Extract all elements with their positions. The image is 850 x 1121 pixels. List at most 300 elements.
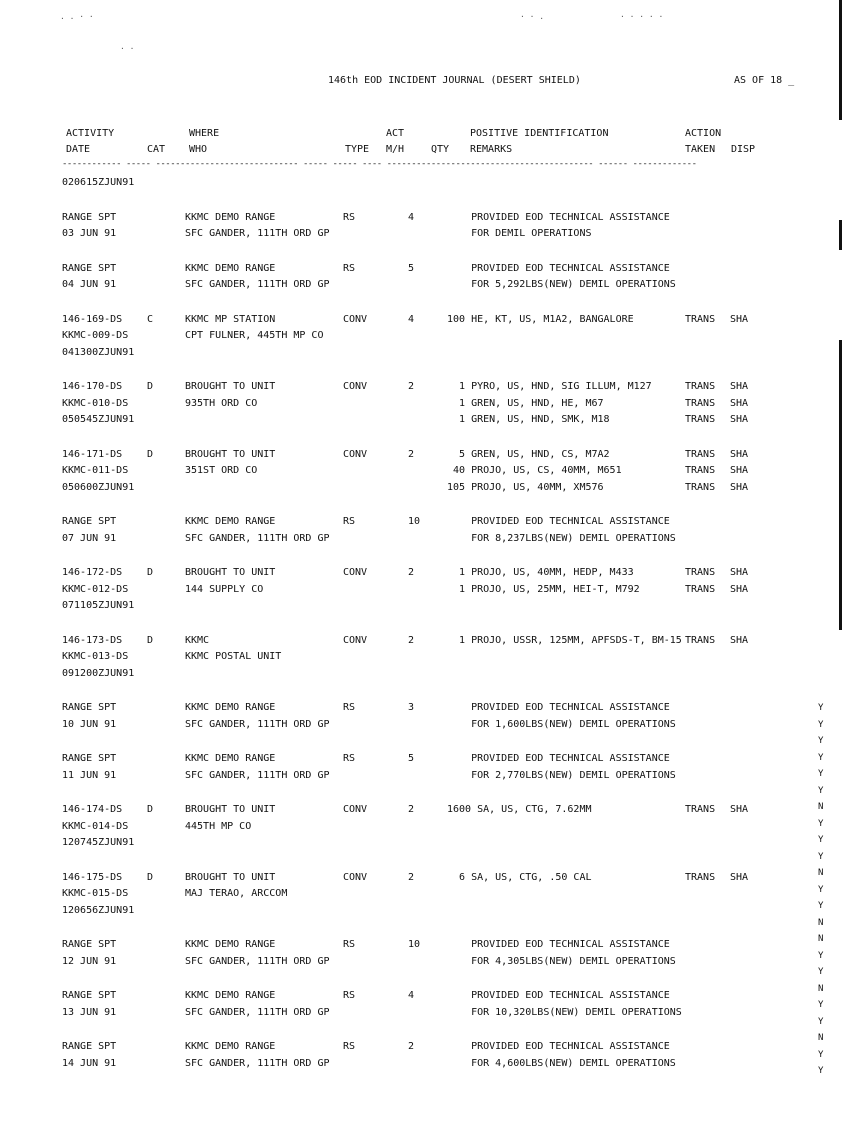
entry-date-line: 03 JUN 91	[62, 228, 117, 239]
edge-mark: Y	[818, 703, 824, 713]
edge-mark: Y	[818, 901, 824, 911]
entry-remarks-line: FOR 2,770LBS(NEW) DEMIL OPERATIONS	[447, 769, 676, 781]
edge-mark: Y	[818, 719, 824, 730]
entry-where-who-line: CPT FULNER, 445TH MP CO	[185, 330, 324, 341]
scan-edge-bar	[839, 220, 842, 250]
journal-entries	[0, 175, 850, 1090]
header-rule: ------------ ----- ----------------------------- ----- ----- ---- ------------------------------------------ ------ -------------	[62, 159, 697, 169]
entry-date-line: 07 JUN 91	[62, 532, 117, 544]
entry-date	[62, 988, 116, 1021]
entry-type-line: CONV	[343, 871, 368, 883]
entry-disp-line: SHA	[730, 634, 749, 646]
entry-date	[62, 447, 134, 497]
entry-action-taken-line: TRANS	[685, 634, 716, 646]
journal-entry	[0, 514, 850, 547]
edge-mark: Y	[818, 835, 824, 845]
entry-remarks	[447, 988, 682, 1021]
edge-mark: N	[818, 983, 824, 994]
entry-remarks-line: FOR 5,292LBS(NEW) DEMIL OPERATIONS	[447, 279, 676, 290]
entry-remarks	[447, 312, 634, 329]
entry-date	[62, 870, 134, 920]
entry-where-who	[185, 312, 323, 345]
entry-date-line: KKMC-009-DS	[62, 330, 129, 341]
entry-where-who	[185, 1039, 330, 1072]
entry-remarks	[447, 870, 592, 887]
entry-remarks	[447, 565, 640, 598]
entry-where-who-line: SFC GANDER, 111TH ORD GP	[185, 532, 330, 544]
entry-disp-line: SHA	[730, 871, 749, 883]
entry-type-line: CONV	[343, 634, 368, 646]
entry-where-who	[185, 379, 275, 412]
entry-disp-line: SHA	[730, 583, 749, 595]
entry-where-who-line: BROUGHT TO UNIT	[185, 381, 276, 392]
entry-date-line: RANGE SPT	[62, 211, 117, 223]
journal-entry	[0, 633, 850, 683]
entry-date	[62, 379, 134, 429]
entry-where-who-line: KKMC POSTAL UNIT	[185, 651, 282, 662]
entry-category-line: D	[147, 871, 154, 883]
entry-remarks-line: PROVIDED EOD TECHNICAL ASSISTANCE	[447, 1041, 670, 1052]
entry-category	[147, 633, 153, 650]
entry-date	[62, 802, 134, 852]
entry-date-line: 14 JUN 91	[62, 1057, 117, 1069]
journal-entry	[0, 379, 850, 429]
entry-type	[343, 751, 355, 768]
entry-category-line: D	[147, 448, 154, 460]
journal-entry	[0, 700, 850, 733]
entry-action-taken	[685, 633, 715, 650]
entry-remarks	[447, 514, 676, 547]
entry-date-line: 146-172-DS	[62, 567, 123, 578]
entry-date	[62, 1039, 116, 1072]
edge-mark: Y	[818, 752, 824, 763]
entry-remarks-line: 1 GREN, US, HND, HE, M67	[447, 397, 604, 409]
entry-date-line: 041300ZJUN91	[62, 346, 135, 358]
entry-remarks-line: 1 PYRO, US, HND, SIG ILLUM, M127	[447, 381, 652, 392]
entry-remarks	[447, 700, 676, 733]
entry-disp-line: SHA	[730, 414, 749, 425]
entry-date-line: 071105ZJUN91	[62, 600, 135, 611]
entry-date-line: KKMC-013-DS	[62, 651, 129, 662]
entry-date	[62, 751, 116, 784]
entry-remarks-line: FOR DEMIL OPERATIONS	[447, 228, 592, 239]
entry-date-line: 11 JUN 91	[62, 769, 117, 781]
column-header-type: TYPE	[345, 144, 370, 155]
column-header-act-mh: ACT M/H	[386, 128, 405, 155]
entry-date-line: 04 JUN 91	[62, 279, 117, 290]
entry-where-who-line: KKMC DEMO RANGE	[185, 1041, 276, 1052]
entry-category-line: D	[147, 567, 154, 578]
entry-action-taken-line: TRANS	[685, 583, 716, 595]
entry-action-taken-line: TRANS	[685, 448, 716, 460]
entry-action-taken-line: TRANS	[685, 804, 716, 815]
entry-type-line: RS	[343, 753, 356, 764]
entry-date-line: 146-171-DS	[62, 448, 123, 460]
entry-date-line: RANGE SPT	[62, 516, 117, 527]
entry-category	[147, 379, 153, 396]
entry-date-line: 091200ZJUN91	[62, 667, 135, 679]
entry-where-who-line: SFC GANDER, 111TH ORD GP	[185, 1057, 330, 1069]
journal-entry	[0, 1039, 850, 1072]
as-of-date: AS OF 18 _	[734, 75, 795, 86]
entry-remarks-line: 5 GREN, US, HND, CS, M7A2	[447, 448, 610, 460]
entry-disp-line: SHA	[730, 381, 749, 392]
entry-where-who	[185, 210, 330, 243]
entry-remarks	[447, 633, 682, 650]
entry-where-who	[185, 802, 275, 835]
journal-entry	[0, 261, 850, 294]
entry-date-line: RANGE SPT	[62, 990, 117, 1001]
edge-mark: N	[818, 868, 824, 878]
entry-act-mh-line: 2	[408, 448, 415, 460]
entry-where-who-line: 445TH MP CO	[185, 820, 252, 832]
entry-where-who-line: BROUGHT TO UNIT	[185, 448, 276, 460]
entry-date	[62, 261, 116, 294]
entry-disp	[730, 802, 748, 819]
entry-where-who-line: KKMC DEMO RANGE	[185, 939, 276, 950]
entry-type-line: CONV	[343, 448, 368, 460]
entry-act-mh	[408, 379, 414, 396]
entry-type	[343, 447, 367, 464]
entry-where-who-line: KKMC DEMO RANGE	[185, 990, 276, 1001]
entry-act-mh	[408, 633, 414, 650]
scan-edge-bar	[839, 340, 842, 630]
entry-remarks	[447, 210, 670, 243]
entry-action-taken	[685, 565, 715, 598]
entry-date-line: 120656ZJUN91	[62, 904, 135, 916]
entry-type	[343, 565, 367, 582]
entry-date	[62, 937, 116, 970]
entry-action-taken-line: TRANS	[685, 313, 716, 325]
entry-type-line: RS	[343, 211, 356, 223]
entry-date-line: 020615ZJUN91	[62, 177, 135, 188]
entry-disp	[730, 565, 748, 598]
edge-mark: Y	[818, 1049, 824, 1060]
entry-where-who	[185, 514, 330, 547]
journal-entry	[0, 565, 850, 615]
entry-act-mh-line: 10	[408, 516, 421, 527]
scan-speck: · · · · ·	[620, 12, 664, 21]
entry-category	[147, 565, 153, 582]
entry-remarks-line: PROVIDED EOD TECHNICAL ASSISTANCE	[447, 753, 670, 764]
journal-entry	[0, 210, 850, 243]
entry-remarks-line: PROVIDED EOD TECHNICAL ASSISTANCE	[447, 990, 670, 1001]
entry-act-mh-line: 4	[408, 313, 415, 325]
entry-where-who-line: SFC GANDER, 111TH ORD GP	[185, 769, 330, 781]
entry-type	[343, 514, 355, 531]
entry-act-mh-line: 10	[408, 939, 421, 950]
entry-remarks-line: 1 PROJO, US, 25MM, HEI-T, M792	[447, 583, 640, 595]
entry-act-mh	[408, 261, 414, 278]
entry-action-taken-line: TRANS	[685, 465, 716, 476]
entry-remarks-line: FOR 8,237LBS(NEW) DEMIL OPERATIONS	[447, 532, 676, 544]
entry-date-line: 146-175-DS	[62, 871, 123, 883]
entry-where-who	[185, 870, 287, 903]
entry-act-mh	[408, 751, 414, 768]
entry-type-line: RS	[343, 516, 356, 527]
entry-date	[62, 633, 134, 683]
entry-date-line: RANGE SPT	[62, 262, 117, 274]
entry-act-mh	[408, 700, 414, 717]
column-header-action-taken: ACTION TAKEN	[685, 128, 722, 155]
entry-act-mh-line: 2	[408, 634, 415, 646]
entry-remarks-line: 6 SA, US, CTG, .50 CAL	[447, 871, 592, 883]
entry-type	[343, 802, 367, 819]
entry-where-who	[185, 700, 330, 733]
entry-date-line: 146-174-DS	[62, 804, 123, 815]
entry-remarks-line: PROVIDED EOD TECHNICAL ASSISTANCE	[447, 211, 670, 223]
entry-date-line: KKMC-011-DS	[62, 465, 129, 476]
entry-where-who	[185, 447, 275, 480]
entry-category	[147, 312, 153, 329]
entry-act-mh	[408, 447, 414, 464]
entry-where-who	[185, 937, 330, 970]
edge-mark: Y	[818, 769, 824, 779]
entry-date	[62, 514, 116, 547]
entry-date-line: KKMC-014-DS	[62, 820, 129, 832]
journal-entry	[0, 937, 850, 970]
entry-category-line: D	[147, 634, 154, 646]
entry-disp	[730, 312, 748, 329]
entry-action-taken	[685, 447, 715, 497]
entry-type	[343, 379, 367, 396]
entry-remarks-line: 100 HE, KT, US, M1A2, BANGALORE	[447, 313, 634, 325]
entry-disp-line: SHA	[730, 465, 749, 476]
entry-act-mh-line: 2	[408, 871, 415, 883]
entry-act-mh-line: 2	[408, 381, 415, 392]
column-header-remarks: POSITIVE IDENTIFICATION REMARKS	[470, 128, 609, 155]
entry-type	[343, 700, 355, 717]
entry-type	[343, 988, 355, 1005]
journal-entry	[0, 802, 850, 852]
entry-type	[343, 1039, 355, 1056]
entry-where-who-line: SFC GANDER, 111TH ORD GP	[185, 228, 330, 239]
entry-action-taken	[685, 802, 715, 819]
entry-act-mh	[408, 514, 420, 531]
entry-action-taken-line: TRANS	[685, 481, 716, 493]
entry-act-mh	[408, 870, 414, 887]
entry-remarks-line: 1 PROJO, USSR, 125MM, APFSDS-T, BM-15	[447, 634, 682, 646]
journal-entry	[0, 988, 850, 1021]
edge-mark: Y	[818, 1000, 824, 1010]
entry-act-mh-line: 2	[408, 804, 415, 815]
entry-date-line: 10 JUN 91	[62, 718, 117, 730]
entry-action-taken-line: TRANS	[685, 414, 716, 425]
entry-type	[343, 870, 367, 887]
entry-type-line: RS	[343, 1041, 356, 1052]
entry-disp-line: SHA	[730, 804, 749, 815]
edge-mark: N	[818, 917, 824, 928]
entry-where-who	[185, 633, 281, 666]
entry-type-line: CONV	[343, 381, 368, 392]
entry-act-mh	[408, 988, 414, 1005]
entry-act-mh-line: 5	[408, 262, 415, 274]
entry-remarks	[447, 447, 622, 497]
edge-mark: Y	[818, 1016, 824, 1027]
entry-act-mh-line: 2	[408, 567, 415, 578]
entry-remarks-line: FOR 4,305LBS(NEW) DEMIL OPERATIONS	[447, 955, 676, 967]
edge-mark: N	[818, 802, 824, 812]
entry-date-line: 050545ZJUN91	[62, 414, 135, 425]
entry-disp-line: SHA	[730, 313, 749, 325]
scan-speck: · · .	[520, 12, 545, 21]
entry-date-line: 12 JUN 91	[62, 955, 117, 967]
column-header-cat: CAT	[147, 144, 166, 155]
entry-act-mh-line: 3	[408, 702, 415, 713]
entry-where-who-line: SFC GANDER, 111TH ORD GP	[185, 955, 330, 967]
entry-date	[62, 210, 116, 243]
journal-entry	[0, 447, 850, 497]
edge-mark: Y	[818, 884, 824, 895]
entry-disp	[730, 379, 748, 429]
entry-where-who-line: BROUGHT TO UNIT	[185, 871, 276, 883]
entry-date-line: 146-173-DS	[62, 634, 123, 646]
entry-date	[62, 312, 134, 362]
entry-remarks-line: PROVIDED EOD TECHNICAL ASSISTANCE	[447, 939, 670, 950]
entry-type-line: RS	[343, 939, 356, 950]
entry-remarks	[447, 1039, 676, 1072]
entry-date-line: RANGE SPT	[62, 939, 117, 950]
entry-remarks-line: 105 PROJO, US, 40MM, XM576	[447, 481, 604, 493]
entry-category	[147, 447, 153, 464]
entry-remarks	[447, 751, 676, 784]
entry-where-who-line: KKMC MP STATION	[185, 313, 276, 325]
entry-remarks-line: FOR 1,600LBS(NEW) DEMIL OPERATIONS	[447, 718, 676, 730]
entry-act-mh-line: 4	[408, 990, 415, 1001]
entry-date	[62, 700, 116, 733]
entry-remarks-line: 1 GREN, US, HND, SMK, M18	[447, 414, 610, 425]
entry-where-who-line: KKMC DEMO RANGE	[185, 262, 276, 274]
entry-act-mh	[408, 937, 420, 954]
entry-remarks	[447, 379, 652, 429]
entry-disp	[730, 633, 748, 650]
entry-type	[343, 937, 355, 954]
scan-speck: . . · ·	[60, 12, 94, 21]
entry-act-mh	[408, 210, 414, 227]
entry-act-mh-line: 2	[408, 1041, 415, 1052]
column-header-where-who: WHERE WHO	[189, 128, 220, 155]
entry-where-who-line: 351ST ORD CO	[185, 465, 258, 476]
entry-act-mh-line: 4	[408, 211, 415, 223]
entry-where-who	[185, 988, 330, 1021]
entry-where-who-line: BROUGHT TO UNIT	[185, 567, 276, 578]
entry-date-line: 13 JUN 91	[62, 1006, 117, 1018]
entry-category-line: C	[147, 313, 154, 325]
entry-action-taken	[685, 312, 715, 329]
journal-entry	[0, 751, 850, 784]
entry-action-taken-line: TRANS	[685, 567, 716, 578]
scan-speck: . .	[120, 42, 135, 51]
entry-remarks-line: PROVIDED EOD TECHNICAL ASSISTANCE	[447, 262, 670, 274]
entry-type-line: CONV	[343, 313, 368, 325]
edge-mark: Y	[818, 818, 824, 829]
entry-where-who-line: MAJ TERAO, ARCCOM	[185, 888, 288, 899]
entry-remarks	[447, 937, 676, 970]
edge-mark: Y	[818, 967, 824, 977]
journal-entry	[0, 870, 850, 920]
entry-category	[147, 802, 153, 819]
entry-date-line: RANGE SPT	[62, 1041, 117, 1052]
entry-action-taken-line: TRANS	[685, 871, 716, 883]
entry-date	[62, 565, 134, 615]
entry-remarks-line: PROVIDED EOD TECHNICAL ASSISTANCE	[447, 702, 670, 713]
entry-date-line: KKMC-012-DS	[62, 583, 129, 595]
entry-where-who	[185, 261, 330, 294]
entry-act-mh	[408, 565, 414, 582]
column-header-disp: DISP	[731, 144, 756, 155]
entry-type-line: CONV	[343, 804, 368, 815]
entry-date-line: 120745ZJUN91	[62, 837, 135, 848]
entry-remarks-line: 1600 SA, US, CTG, 7.62MM	[447, 804, 592, 815]
edge-mark: N	[818, 934, 824, 944]
entry-type	[343, 210, 355, 227]
entry-remarks-line: 40 PROJO, US, CS, 40MM, M651	[447, 465, 622, 476]
entry-date-line: RANGE SPT	[62, 702, 117, 713]
entry-type	[343, 261, 355, 278]
entry-where-who-line: KKMC DEMO RANGE	[185, 516, 276, 527]
entry-date-line: KKMC-015-DS	[62, 888, 129, 899]
entry-category-line: D	[147, 381, 154, 392]
entry-date-line: 146-170-DS	[62, 381, 123, 392]
entry-action-taken-line: TRANS	[685, 381, 716, 392]
entry-date-line: 050600ZJUN91	[62, 481, 135, 493]
edge-mark: N	[818, 1033, 824, 1043]
entry-where-who	[185, 565, 275, 598]
edge-mark: Y	[818, 950, 824, 961]
column-header-qty: QTY	[431, 144, 450, 155]
entry-remarks-line: PROVIDED EOD TECHNICAL ASSISTANCE	[447, 516, 670, 527]
journal-entry	[0, 312, 850, 362]
entry-date-line: RANGE SPT	[62, 753, 117, 764]
entry-type-line: CONV	[343, 567, 368, 578]
edge-mark: Y	[818, 785, 824, 796]
entry-where-who-line: KKMC DEMO RANGE	[185, 753, 276, 764]
journal-entry	[0, 175, 850, 192]
entry-disp-line: SHA	[730, 448, 749, 460]
scan-edge-bar	[839, 0, 842, 120]
entry-act-mh-line: 5	[408, 753, 415, 764]
entry-category	[147, 870, 153, 887]
entry-disp	[730, 447, 748, 497]
entry-remarks	[447, 802, 592, 819]
edge-mark: Y	[818, 851, 824, 862]
entry-disp-line: SHA	[730, 397, 749, 409]
entry-remarks-line: FOR 4,600LBS(NEW) DEMIL OPERATIONS	[447, 1057, 676, 1069]
entry-where-who-line: SFC GANDER, 111TH ORD GP	[185, 279, 330, 290]
entry-disp	[730, 870, 748, 887]
entry-action-taken-line: TRANS	[685, 397, 716, 409]
entry-type	[343, 633, 367, 650]
entry-where-who-line: BROUGHT TO UNIT	[185, 804, 276, 815]
entry-action-taken	[685, 379, 715, 429]
entry-disp-line: SHA	[730, 567, 749, 578]
entry-action-taken	[685, 870, 715, 887]
entry-date-line: 146-169-DS	[62, 313, 123, 325]
entry-date-line: KKMC-010-DS	[62, 397, 129, 409]
column-header-date: ACTIVITY DATE	[66, 128, 115, 155]
entry-where-who-line: KKMC	[185, 634, 210, 646]
edge-mark: Y	[818, 736, 824, 746]
entry-where-who-line: 935TH ORD CO	[185, 397, 258, 409]
entry-where-who-line: SFC GANDER, 111TH ORD GP	[185, 1006, 330, 1018]
entry-remarks-line: FOR 10,320LBS(NEW) DEMIL OPERATIONS	[447, 1006, 682, 1018]
page-title: 146th EOD INCIDENT JOURNAL (DESERT SHIELD)	[328, 75, 581, 86]
entry-act-mh	[408, 1039, 414, 1056]
entry-type-line: RS	[343, 262, 356, 274]
entry-date	[62, 175, 134, 192]
entry-where-who-line: KKMC DEMO RANGE	[185, 702, 276, 713]
edge-mark: Y	[818, 1066, 824, 1076]
